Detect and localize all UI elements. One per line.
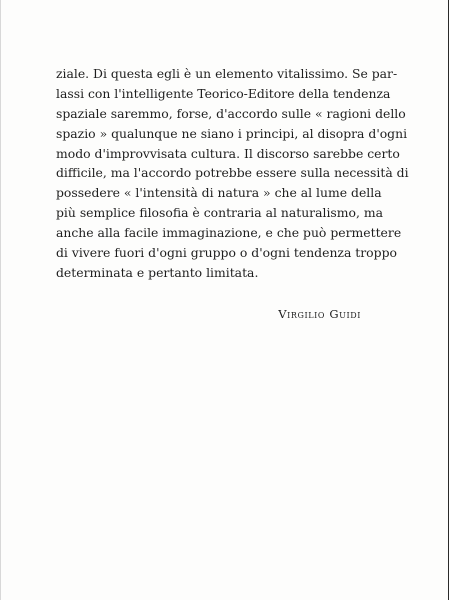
page-right-edge	[448, 0, 449, 600]
text-line-10: di vivere fuori d'ogni gruppo o d'ogni tendenza troppo	[56, 245, 397, 261]
text-line-9: anche alla facile immaginazione, e che può permettere	[56, 225, 402, 241]
author-signature: Virgilio Guidi	[278, 307, 361, 321]
text-line-1: ziale. Di questa egli è un elemento vitalissimo. Se par-	[56, 66, 398, 81]
text-line-4: spazio » qualunque ne siano i principi, al disopra d'ogni	[56, 125, 408, 141]
text-line-11: determinata e pertanto limitata.	[56, 264, 259, 280]
text-line-6: difficile, ma l'accordo potrebbe essere sulla necessità di	[56, 165, 409, 181]
text-line-3: spaziale saremmo, forse, d'accordo sulle « ragioni dello	[56, 105, 406, 121]
text-line-5: modo d'improvvisata cultura. Il discorso sarebbe certo	[56, 145, 400, 161]
text-line-7: possedere « l'intensità di natura » che al lume della	[56, 185, 382, 201]
page-left-edge	[0, 0, 1, 600]
text-line-8: più semplice filosofia è contraria al naturalismo, ma	[56, 205, 384, 221]
body-paragraph	[56, 64, 409, 283]
text-line-2: lassi con l'intelligente Teorico-Editore della tendenza	[56, 85, 391, 101]
